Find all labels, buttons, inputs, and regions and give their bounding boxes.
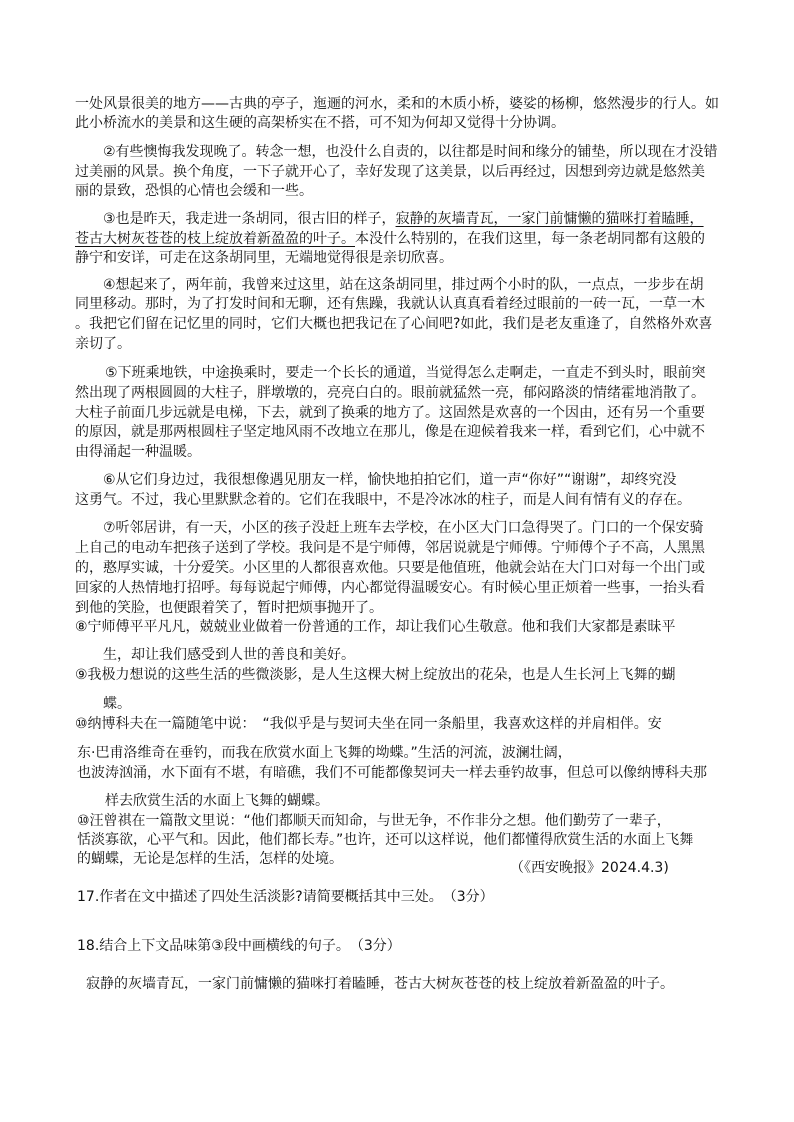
- text-segment: ⑥从它们身边过，我很想像遇见朋友一样，愉快地拍拍它们，道一声“你好”“谢谢”，却终究没: [103, 472, 677, 488]
- paragraph-line: [75, 182, 313, 200]
- paragraph-line: [105, 792, 329, 810]
- text-segment: 的，憨厚实诚，十分爱笑。小区里的人都很喜欢他。只要是他值班，他就会站在大门口对每一个出门或: [75, 560, 705, 576]
- paragraph-line: [75, 423, 705, 441]
- text-segment: ⑧宁师傅平平凡凡，兢兢业业做着一份普通的工作，却让我们心生敬意。他和我们大家都是素昧平: [75, 619, 676, 635]
- text-segment: 的蝴蝶，无论是怎样的生活，怎样的处境。: [77, 851, 343, 867]
- paragraph-line: [75, 315, 712, 333]
- paragraph-line: [75, 539, 705, 557]
- text-segment: 到他的笑脸，也便跟着笑了，暂时把烦事抛开了。: [75, 600, 383, 616]
- paragraph-line: [75, 491, 691, 509]
- text-segment: 上自己的电动车把孩子送到了学校。我问是不是宁师傅，邻居说就是宁师傅。宁师傅个子不高，人黑黑: [75, 540, 705, 556]
- paragraph-line: [75, 384, 705, 402]
- quoted-sentence: 寂静的灰墙青瓦，一家门前慵懒的猫咪打着瞌睡，苍古大树灰苍苍的枝上绽放着新盈盈的叶子。: [86, 976, 674, 992]
- paragraph-line: [103, 695, 131, 713]
- text-segment: 样去欣赏生活的水面上飞舞的蝴蝶。: [105, 793, 329, 809]
- text-segment: ③也是昨天，我走进一条胡同，很古旧的样子，: [103, 211, 396, 227]
- paragraph-line: [75, 163, 705, 181]
- paragraph-line: [75, 404, 705, 422]
- paragraph-line: [75, 579, 705, 597]
- text-segment: 。我把它们留在记忆里的同时，它们大概也把我记在了心间吧?如此，我们是老友重逢了，自然格外欢喜: [75, 316, 713, 332]
- text-segment: 丽的景致，恐惧的心情也会缓和一些。: [75, 183, 313, 199]
- underlined-sentence: 寂静的灰墙青瓦，一家门前慵懒的猫咪打着瞌睡，: [395, 211, 704, 227]
- text-segment: 静宁和安详，可走在这条胡同里，无端地觉得很是亲切欣喜。: [75, 250, 453, 266]
- paragraph-line: [75, 249, 453, 267]
- text-segment: 由得涌起一种温暖。: [75, 444, 201, 460]
- paragraph-line: [77, 831, 693, 849]
- paragraph-line: [77, 764, 707, 782]
- paragraph-line: [75, 295, 705, 313]
- paragraph-line: [75, 114, 565, 132]
- text-segment: ②有些懊悔我发现晚了。转念一想，也没什么自责的，以往都是时间和缘分的铺垫，所以现在才没错: [103, 144, 718, 160]
- paragraph-line: [75, 230, 705, 248]
- text-segment: 亲切了。: [75, 336, 131, 352]
- paragraph-line: [75, 715, 662, 733]
- text-segment: 大柱子前面几步远就是电梯，下去，就到了换乘的地方了。这固然是欢喜的一个因由，还有另一个重要: [75, 405, 705, 421]
- text-segment: 本没什么特别的，在我们这里，每一条老胡同都有这般的: [355, 231, 705, 247]
- text-segment: ⑦听邻居讲，有一天，小区的孩子没赶上班车去学校，在小区大门口急得哭了。门口的一个保安骑: [103, 520, 704, 536]
- paragraph-line: [77, 812, 671, 830]
- question-18: 18.结合上下文品味第③段中画横线的句子。 （3分）: [77, 938, 401, 954]
- text-segment: 的原因，就是那两根圆柱子坚定地风雨不改地立在那儿，像是在迎候着我来一样，看到它们，心中就不: [75, 424, 705, 440]
- paragraph-line: [77, 744, 572, 762]
- text-segment: 同里移动。那时，为了打发时间和无聊，还有焦躁，我就认认真真看着经过眼前的一砖一瓦，一草一木: [75, 296, 705, 312]
- text-segment: 蝶。: [103, 696, 131, 712]
- text-segment: 恬淡寡欲，心平气和。因此，他们都长寿。”也许，还可以这样说，他们都懂得欣赏生活的水面上飞舞: [77, 832, 694, 848]
- text-segment: 生，却让我们感受到人世的善良和美好。: [103, 647, 355, 663]
- text-segment: ⑨我极力想说的这些生活的些微淡影，是人生这棵大树上绽放出的花朵，也是人生长河上飞舞的蝴: [75, 667, 676, 683]
- text-segment: 一处风景很美的地方——古典的亭子，迤逦的河水，柔和的木质小桥，婆娑的杨柳，悠然漫步的行人。如: [75, 96, 719, 112]
- text-segment: 回家的人热情地打招呼。每每说起宁师傅，内心都觉得温暖安心。有时候心里正烦着一些事，一抬头看: [75, 580, 705, 596]
- paragraph-line: [103, 471, 677, 489]
- text-segment: ⑩纳博科夫在一篇随笔中说： “我似乎是与契诃夫坐在同一条船里，我喜欢这样的并肩相伴。安: [75, 716, 662, 732]
- underlined-sentence: 苍古大树灰苍苍的枝上绽放着新盈盈的叶子。: [75, 231, 355, 247]
- paragraph-line: [75, 559, 705, 577]
- paragraph-line: [75, 599, 383, 617]
- paragraph-line: [75, 335, 131, 353]
- paragraph-line: [103, 646, 355, 664]
- paragraph-line: [103, 143, 718, 161]
- paragraph-line: [77, 850, 343, 868]
- paragraph-line: [75, 618, 676, 636]
- text-segment: ④想起来了，两年前，我曾来过这里，站在这条胡同里，排过两个小时的队，一点点，一步步在胡: [103, 277, 704, 293]
- paragraph-line: [103, 276, 704, 294]
- text-segment: ⑩汪曾祺在一篇散文里说：“他们都顺天而知命，与世无争，不作非分之想。他们勤劳了一辈子，: [77, 813, 671, 829]
- paragraph-line: [105, 364, 706, 382]
- paragraph-line: [75, 95, 719, 113]
- text-segment: 过美丽的风景。换个角度，一下子就开心了，幸好发现了这美景，以后再经过，因想到旁边就是悠然美: [75, 164, 705, 180]
- source-citation: （《西安晚报》2024.4.3): [510, 860, 669, 876]
- paragraph-line: [75, 666, 676, 684]
- text-segment: 也波涛汹涌，水下面有不堪，有暗礁，我们不可能都像契诃夫一样去垂钓故事，但总可以像纳博科夫那: [77, 765, 707, 781]
- paragraph-line: [103, 519, 704, 537]
- paragraph-line: [75, 443, 201, 461]
- question-17: 17.作者在文中描述了四处生活淡影?请简要概括其中三处。 （3分）: [77, 889, 494, 905]
- text-segment: 这勇气。不过，我心里默默念着的。它们在我眼中，不是冷冰冰的柱子，而是人间有情有义的存在。: [75, 492, 691, 508]
- paragraph-line: [103, 210, 704, 228]
- text-segment: 东·巴甫洛维奇在垂钓，而我在欣赏水面上飞舞的坳蝶。”生活的河流，波澜壮阔，: [77, 745, 572, 761]
- text-segment: 此小桥流水的美景和这生硬的高架桥实在不搭，可不知为何却又觉得十分协调。: [75, 115, 565, 131]
- text-segment: ⑤下班乘地铁，中途换乘时，要走一个长长的通道，当觉得怎么走啊走，一直走不到头时，眼前突: [105, 365, 706, 381]
- text-segment: 然出现了两根圆圆的大柱子，胖墩墩的，亮亮白白的。眼前就猛然一亮，郁闷路淡的情绪霍地消散了。: [75, 385, 705, 401]
